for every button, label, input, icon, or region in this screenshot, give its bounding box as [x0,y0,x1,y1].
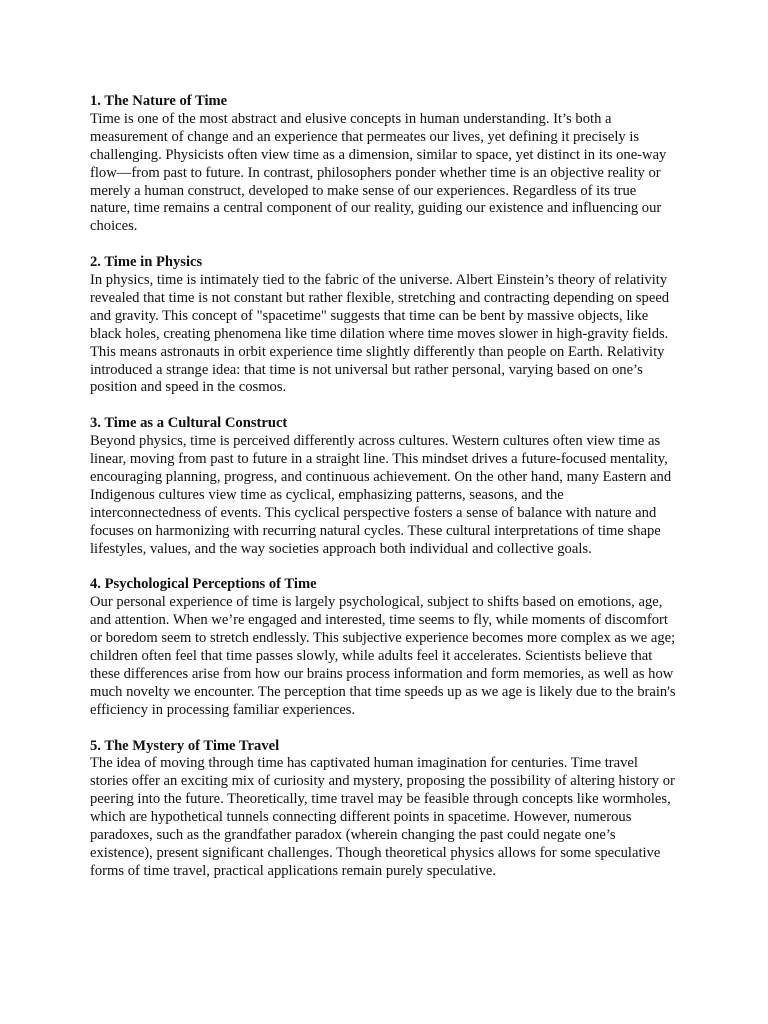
section-body: Beyond physics, time is perceived differently across cultures. Western cultures often view time as linear, moving from past to future in a straight line. This mindset drives a future-focused mentality, encouraging planning, progress, and continuous achievement. On the other hand, many Eastern and Indigenous cultures view time as cyclical, emphasizing patterns, seasons, and the interconnectedness of events. This cyclical perspective fosters a sense of balance with nature and focuses on harmonizing with recurring natural cycles. These cultural interpretations of time shape lifestyles, values, and the way societies approach both individual and collective goals. [90,433,672,557]
section-heading: 4. Psychological Perceptions of Time [90,576,317,593]
section-nature-of-time [90,93,678,236]
section-time-in-physics [90,254,678,397]
section-body: Our personal experience of time is largely psychological, subject to shifts based on emotions, age, and attention. When we’re engaged and interested, time seems to fly, while moments of discomfort or boredom seem to stretch endlessly. This subjective experience becomes more complex as we age; children often feel that time passes slowly, while adults feel it accelerates. Scientists believe that these differences arise from how our brains process information and form memories, as well as how much novelty we encounter. The perception that time speeds up as we age is likely due to the brain's efficiency in processing familiar experiences. [90,594,676,718]
section-heading: 5. The Mystery of Time Travel [90,737,280,754]
section-body: The idea of moving through time has captivated human imagination for centuries. Time travel stories offer an exciting mix of curiosity and mystery, proposing the possibility of altering history or peering into the future. Theoretically, time travel may be feasible through concepts like wormholes, which are hypothetical tunnels connecting different points in spacetime. However, numerous paradoxes, such as the grandfather paradox (wherein changing the past could negate one’s existence), present significant challenges. Though theoretical physics allows for some speculative forms of time travel, practical applications remain purely speculative. [90,755,675,879]
section-body: Time is one of the most abstract and elusive concepts in human understanding. It’s both a measurement of change and an experience that permeates our lives, yet defining it precisely is challenging. Physicists often view time as a dimension, similar to space, yet distinct in its one-way flow—from past to future. In contrast, philosophers ponder whether time is an objective reality or merely a human construct, developed to make sense of our experiences. Regardless of its true nature, time remains a central component of our reality, guiding our existence and influencing our choices. [90,110,667,235]
section-heading: 1. The Nature of Time [90,93,228,109]
section-heading: 3. Time as a Cultural Construct [90,415,288,432]
section-time-travel [90,738,678,881]
section-heading: 2. Time in Physics [90,254,203,271]
section-body: In physics, time is intimately tied to the fabric of the universe. Albert Einstein’s theory of relativity revealed that time is not constant but rather flexible, stretching and contracting depending on speed and gravity. This concept of "spacetime" suggests that time can be bent by massive objects, like black holes, creating phenomena like time dilation where time moves slower in high-gravity fields. This means astronauts in orbit experience time slightly differently than people on Earth. Relativity introduced a strange idea: that time is not universal but rather personal, varying based on one’s position and speed in the cosmos. [90,272,670,396]
section-cultural-construct [90,415,678,558]
document-page [90,93,678,899]
section-psychological-perceptions [90,576,678,719]
